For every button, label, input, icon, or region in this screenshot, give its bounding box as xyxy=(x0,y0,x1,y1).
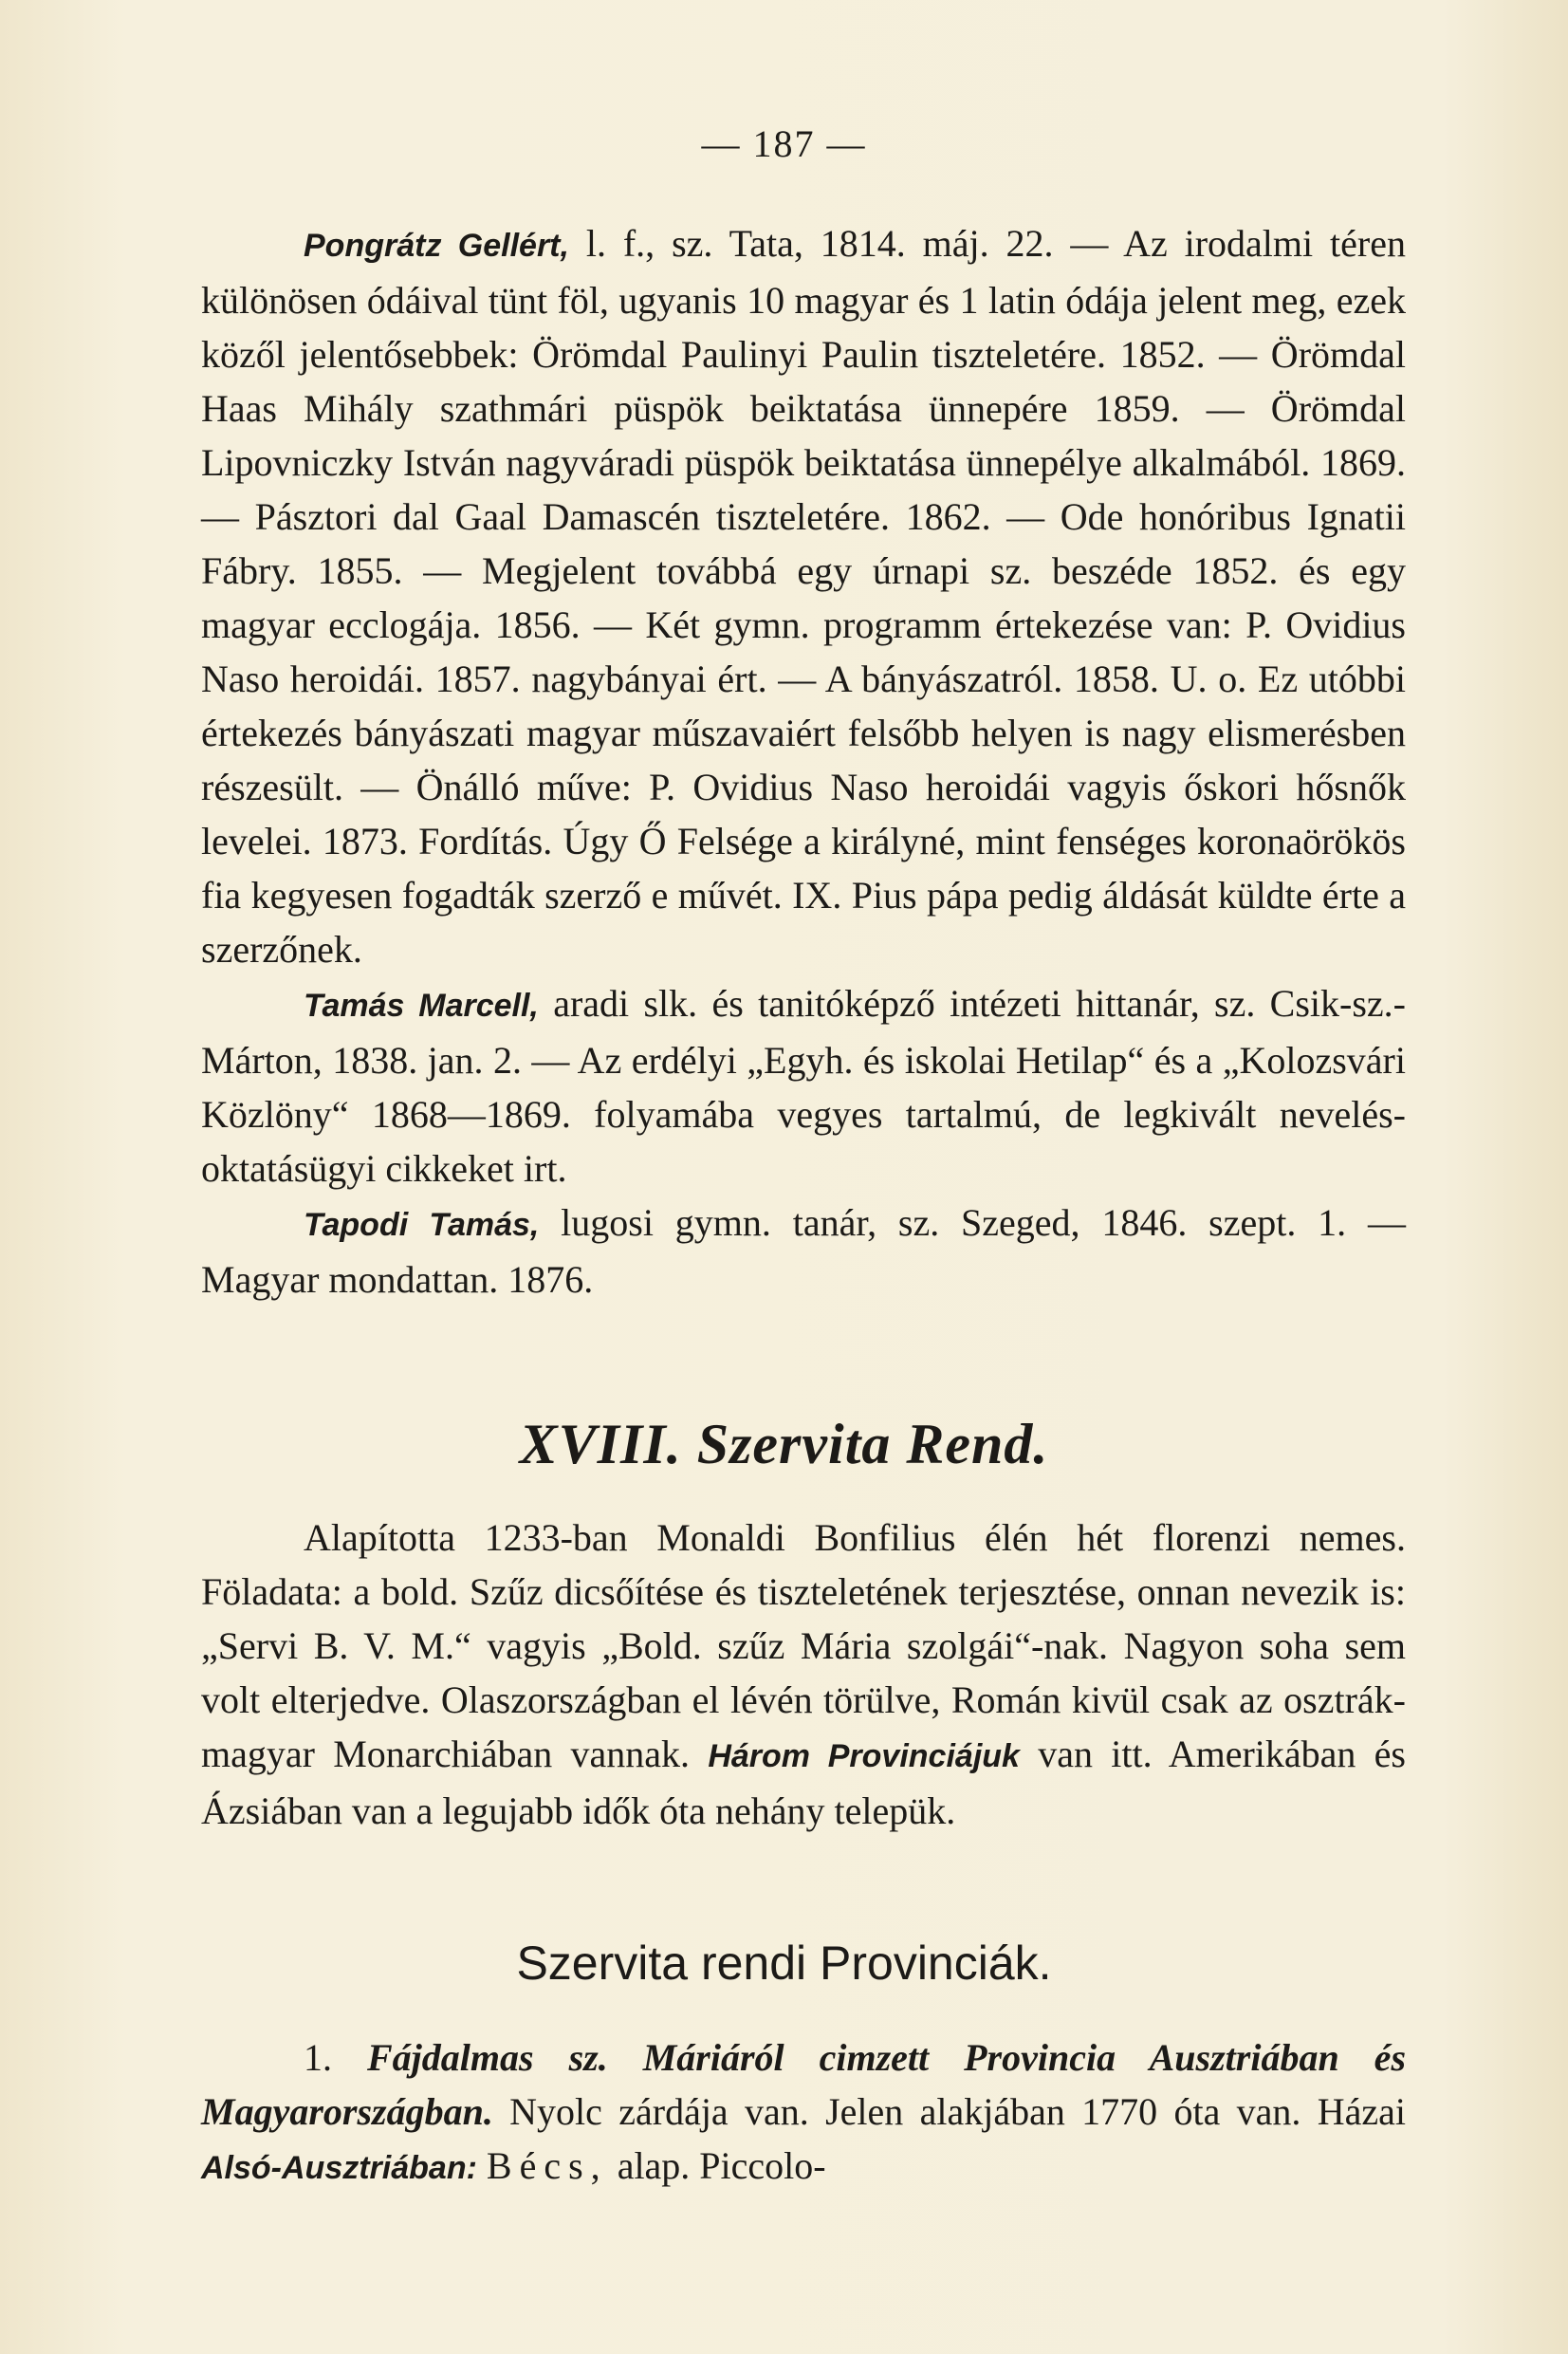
entry-text: aradi slk. és tanitóképző intézeti hittanár, sz. Csik-sz.-Márton, 1838. jan. 2. — Az erdélyi „Egyh. és iskolai Hetilap“ és a „Kolozsvári Közlöny“ 1868—1869. folyamába vegyes tartalmú, de legkivált nevelés-oktatásügyi cikkeket irt. xyxy=(201,982,1406,1190)
page-number: — 187 — xyxy=(701,122,867,165)
province-number: 1. xyxy=(304,2036,332,2079)
province-tail: alap. Piccolo- xyxy=(607,2144,826,2187)
province-list xyxy=(201,2030,1406,2196)
province-title: Fájdalmas sz. Máriáról cimzett Provincia Ausztriában és Magyarországban. xyxy=(201,2036,1407,2133)
entry-name: Tamás Marcell, xyxy=(304,988,539,1024)
section-heading: XVIII. Szervita Rend. xyxy=(519,1413,1049,1475)
entry-name: Tapodi Tamás, xyxy=(304,1207,540,1243)
provinces-heading: Szervita rendi Provinciák. xyxy=(516,1937,1052,1990)
province-text: Nyolc zárdája van. Jelen alakjában 1770 óta van. Házai xyxy=(492,2090,1406,2133)
province-item-1 xyxy=(201,2030,1406,2196)
province-emphasis: Alsó-Ausztriában: xyxy=(201,2150,477,2186)
province-city: Bécs, xyxy=(486,2144,608,2187)
entry-name: Pongrátz Gellért, xyxy=(304,228,569,264)
section-paragraph-emphasis: Három Provinciájuk xyxy=(708,1738,1020,1774)
entry-tamas xyxy=(201,976,1406,1196)
entry-pongratz xyxy=(201,216,1406,976)
entry-text: l. f., sz. Tata, 1814. máj. 22. — Az irodalmi téren különösen ódáival tünt föl, ugyanis 10 magyar és 1 latin ódája jelent meg, ezek közől jelentősebbek: Örömdal Paulinyi Paulin tiszteletére. 1852. — Örömdal Haas Mihály szathmári püspök beiktatása ünnepére 1859. — Örömdal Lipovniczky István nagyváradi püspök beiktatása ünnepélye alkalmából. 1869. — Pásztori dal Gaal Damascén tiszteletére. 1862. — Ode honóribus Ignatii Fábry. 1855. — Megjelent továbbá egy úrnapi sz. beszéde 1852. és egy magyar ecclogája. 1856. — Két gymn. programm értekezése van: P. Ovidius Naso heroidái. 1857. nagybányai ért. — A bányászatról. 1858. U. o. Ez utóbbi értekezés bányászati magyar műszavaiért felsőbb helyen is nagy elismerésben részesült. — Önálló műve: P. Ovidius Naso heroidái vagyis őskori hősnők levelei. 1873. Fordítás. Úgy Ő Felsége a királyné, mint fenséges koronaörökös fia kegyesen fogadták szerző e művét. IX. Pius pápa pedig áldását küldte érte a szerzőnek. xyxy=(201,222,1406,971)
section-paragraph-tail: van itt. Amerikában és Ázsiában van a legujabb idők óta nehány telepük. xyxy=(201,1733,1406,1832)
biography-entries xyxy=(201,216,1406,1307)
section-paragraph xyxy=(201,1511,1406,1838)
entry-text: lugosi gymn. tanár, sz. Szeged, 1846. szept. 1. — Magyar mondattan. 1876. xyxy=(201,1201,1407,1301)
entry-tapodi xyxy=(201,1196,1406,1307)
section-intro xyxy=(201,1511,1406,1838)
section-paragraph-text: Alapította 1233-ban Monaldi Bonfilius élén hét florenzi nemes. Föladata: a bold. Szűz dicsőítése és tiszteletének terjesztése, onnan nevezik is: „Servi B. V. M.“ vagyis „Bold. szűz Mária szolgái“-nak. Nagyon soha sem volt elterjedve. Olaszországban el lévén törülve, Román kivül csak az osztrák-magyar Monarchiában vannak. xyxy=(201,1516,1406,1775)
